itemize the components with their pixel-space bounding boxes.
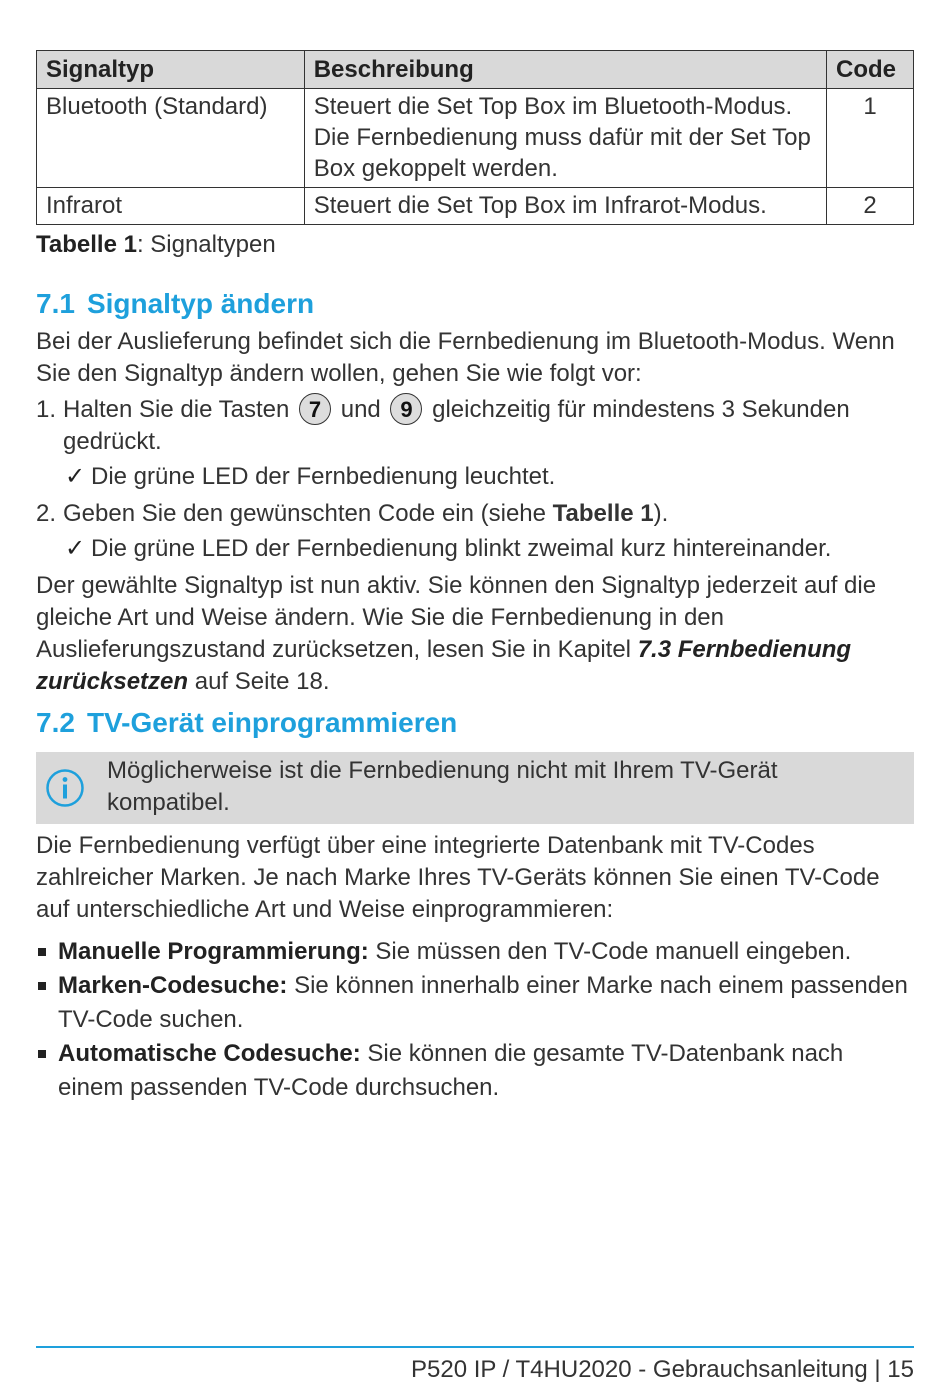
bullet-label: Manuelle Programmierung: xyxy=(58,938,369,965)
list-item xyxy=(36,935,914,969)
caption-text: : Signaltypen xyxy=(136,231,276,258)
table-cell: 1 xyxy=(827,89,914,188)
note-text: Möglicherweise ist die Fernbedienung nicht mit Ihrem TV-Gerät kompatibel. xyxy=(107,757,778,816)
section-heading-7-1 xyxy=(36,287,914,321)
step-result xyxy=(63,461,914,493)
step-result xyxy=(63,533,914,565)
table-cell: Bluetooth (Standard) xyxy=(37,89,305,188)
bullet-icon xyxy=(38,948,46,956)
step-item-2 xyxy=(36,498,914,565)
info-circle-icon xyxy=(45,768,85,808)
bullet-text: Sie können innerhalb einer Marke nach einem passenden TV-Code suchen. xyxy=(58,972,908,1033)
step-number: 1. xyxy=(36,396,57,423)
table-reference: Tabelle 1 xyxy=(552,500,654,527)
table-row xyxy=(37,89,914,188)
bullet-text: Sie müssen den TV-Code manuell eingeben. xyxy=(375,938,852,965)
step-list xyxy=(36,394,914,565)
table-header-beschreibung: Beschreibung xyxy=(304,51,826,89)
bullet-label: Automatische Codesuche: xyxy=(58,1040,361,1067)
page-footer: P520 IP / T4HU2020 - Gebrauchsanleitung | 15 xyxy=(410,1356,914,1383)
step-item-1 xyxy=(36,394,914,493)
table-header-code: Code xyxy=(827,51,914,89)
section-paragraph: Die Fernbedienung verfügt über eine integrierte Datenbank mit TV-Codes zahlreicher Marken. Je nach Marke Ihres TV-Geräts können Sie einen TV-Code auf unterschiedliche Art und Weise einprogrammieren: xyxy=(36,832,880,923)
bullet-text: Sie können die gesamte TV-Datenbank nach einem passenden TV-Code durchsuchen. xyxy=(58,1040,844,1101)
section-number: 7.2 xyxy=(36,707,75,738)
result-text: Die grüne LED der Fernbedienung blinkt zweimal kurz hintereinander. xyxy=(91,535,832,562)
section-intro: Bei der Auslieferung befindet sich die Fernbedienung im Bluetooth-Modus. Wenn Sie den Signaltyp ändern wollen, gehen Sie wie folgt vor: xyxy=(36,328,895,387)
footer-divider xyxy=(36,1346,914,1348)
section-number: 7.1 xyxy=(36,288,75,319)
table-cell: Steuert die Set Top Box im Bluetooth-Modus. Die Fernbedienung muss dafür mit der Set Top Box gekoppelt werden. xyxy=(304,89,826,188)
page-content xyxy=(36,50,914,1105)
section-title: Signaltyp ändern xyxy=(86,288,315,319)
signal-type-table xyxy=(36,50,914,225)
info-note xyxy=(36,752,914,824)
table-caption xyxy=(36,229,914,261)
checkmark-icon: ✓ xyxy=(64,463,86,490)
key-9-icon: 9 xyxy=(390,393,422,425)
checkmark-icon: ✓ xyxy=(64,535,86,562)
step-text: ). xyxy=(653,500,669,527)
section-title: TV-Gerät einprogrammieren xyxy=(86,707,458,738)
table-header-signaltyp: Signaltyp xyxy=(37,51,305,89)
outro-text: Der gewählte Signaltyp ist nun aktiv. Sie können den Signaltyp jederzeit auf die gleiche Art und Weise ändern. Wie Sie die Fernbedienung in den Auslieferungszustand zurücksetzen, lesen Sie in Kapitel xyxy=(36,572,877,663)
step-text: gleichzeitig für mindestens 3 Sekunden gedrückt. xyxy=(63,396,850,455)
result-text: Die grüne LED der Fernbedienung leuchtet. xyxy=(91,463,556,490)
list-item xyxy=(36,1037,914,1105)
bullet-list xyxy=(36,935,914,1105)
step-text: und xyxy=(340,396,381,423)
table-row xyxy=(37,188,914,225)
step-text: Halten Sie die Tasten xyxy=(63,396,290,423)
bullet-label: Marken-Codesuche: xyxy=(58,972,288,999)
bullet-icon xyxy=(38,1050,46,1058)
key-7-icon: 7 xyxy=(299,393,331,425)
table-cell: 2 xyxy=(827,188,914,225)
table-cell: Infrarot xyxy=(37,188,305,225)
step-text: Geben Sie den gewünschten Code ein (siehe xyxy=(63,500,546,527)
chapter-reference: 7.3 Fernbedienung zurücksetzen xyxy=(36,636,852,695)
section-heading-7-2 xyxy=(36,706,914,740)
bullet-icon xyxy=(38,982,46,990)
outro-text: auf Seite 18. xyxy=(194,668,330,695)
step-number: 2. xyxy=(36,500,57,527)
table-header-row xyxy=(37,51,914,89)
caption-label: Tabelle 1 xyxy=(36,231,137,258)
table-cell: Steuert die Set Top Box im Infrarot-Modus. xyxy=(304,188,826,225)
section-outro xyxy=(36,570,914,698)
list-item xyxy=(36,969,914,1037)
